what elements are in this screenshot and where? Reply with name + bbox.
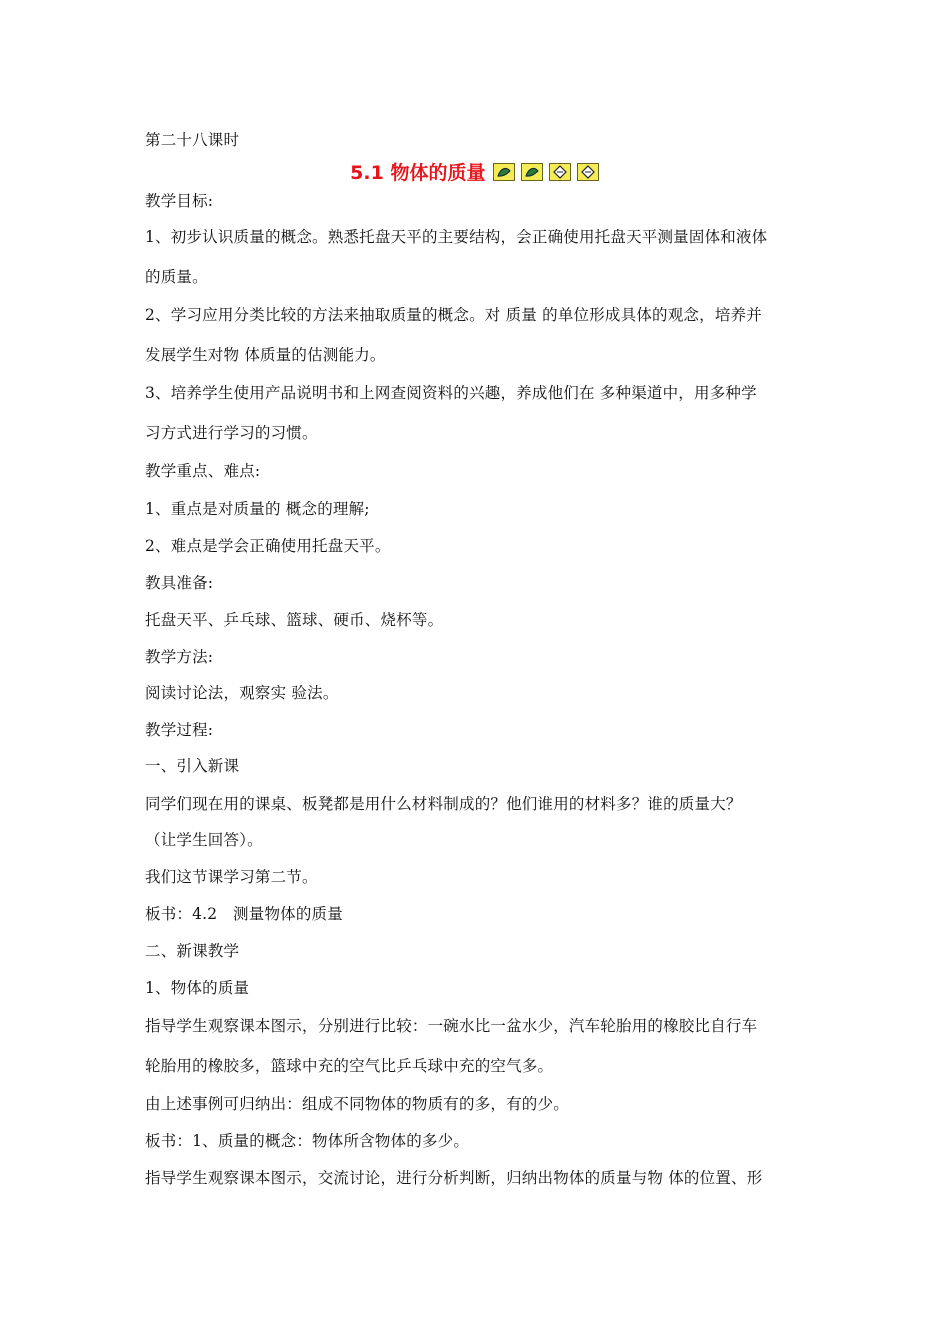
body-line: 阅读讨论法，观察实 验法。 — [145, 684, 339, 702]
body-line: 2、学习应用分类比较的方法来抽取质量的概念。对 质量 的单位形成具体的观念，培养并 — [145, 306, 762, 324]
body-line: 教学方法: — [145, 648, 214, 666]
body-line: 轮胎用的橡胶多，篮球中充的空气比乒乓球中充的空气多。 — [145, 1057, 554, 1075]
body-line: 的质量。 — [145, 268, 208, 286]
body-line: 教学重点、难点: — [145, 462, 261, 480]
body-line: 同学们现在用的课桌、板凳都是用什么材料制成的？他们谁用的材料多？谁的质量大？ — [145, 795, 742, 813]
document-title: 5.1 物体的质量 — [350, 162, 486, 184]
body-line: 1、初步认识质量的概念。熟悉托盘天平的主要结构，会正确使用托盘天平测量固体和液体 — [145, 228, 768, 246]
body-line: 二、新课教学 — [145, 942, 240, 960]
body-line: 由上述事例可归纳出：组成不同物体的物质有的多，有的少。 — [145, 1095, 569, 1113]
leaf-icon — [521, 163, 543, 181]
diamond-icon — [549, 163, 571, 181]
lesson-label: 第二十八课时 — [145, 131, 240, 149]
body-line: 教学过程: — [145, 721, 214, 739]
body-line: 发展学生对物 体质量的估测能力。 — [145, 346, 386, 364]
body-line: 教具准备: — [145, 574, 214, 592]
title-row — [0, 158, 950, 185]
body-line: 一、引入新课 — [145, 757, 240, 775]
body-line: 教学目标: — [145, 192, 214, 210]
body-line: 板书：4.2 测量物体的质量 — [145, 905, 343, 923]
body-line: （让学生回答）。 — [145, 831, 263, 849]
leaf-icon — [493, 163, 515, 181]
body-line: 3、培养学生使用产品说明书和上网查阅资料的兴趣，养成他们在 多种渠道中，用多种学 — [145, 384, 757, 402]
body-line: 1、物体的质量 — [145, 979, 250, 997]
body-line: 习方式进行学习的习惯。 — [145, 424, 318, 442]
body-line: 板书：1、质量的概念：物体所含物体的多少。 — [145, 1132, 470, 1150]
body-line: 1、重点是对质量的 概念的理解; — [145, 500, 370, 518]
body-line: 2、难点是学会正确使用托盘天平。 — [145, 537, 391, 555]
body-line: 指导学生观察课本图示，分别进行比较：一碗水比一盆水少，汽车轮胎用的橡胶比自行车 — [145, 1017, 758, 1035]
body-line: 我们这节课学习第二节。 — [145, 868, 318, 886]
body-line: 指导学生观察课本图示，交流讨论，进行分析判断，归纳出物体的质量与物 体的位置、形 — [145, 1169, 763, 1187]
title-icons — [493, 162, 600, 182]
diamond-icon — [577, 163, 599, 181]
body-line: 托盘天平、乒乓球、篮球、硬币、烧杯等。 — [145, 611, 444, 629]
